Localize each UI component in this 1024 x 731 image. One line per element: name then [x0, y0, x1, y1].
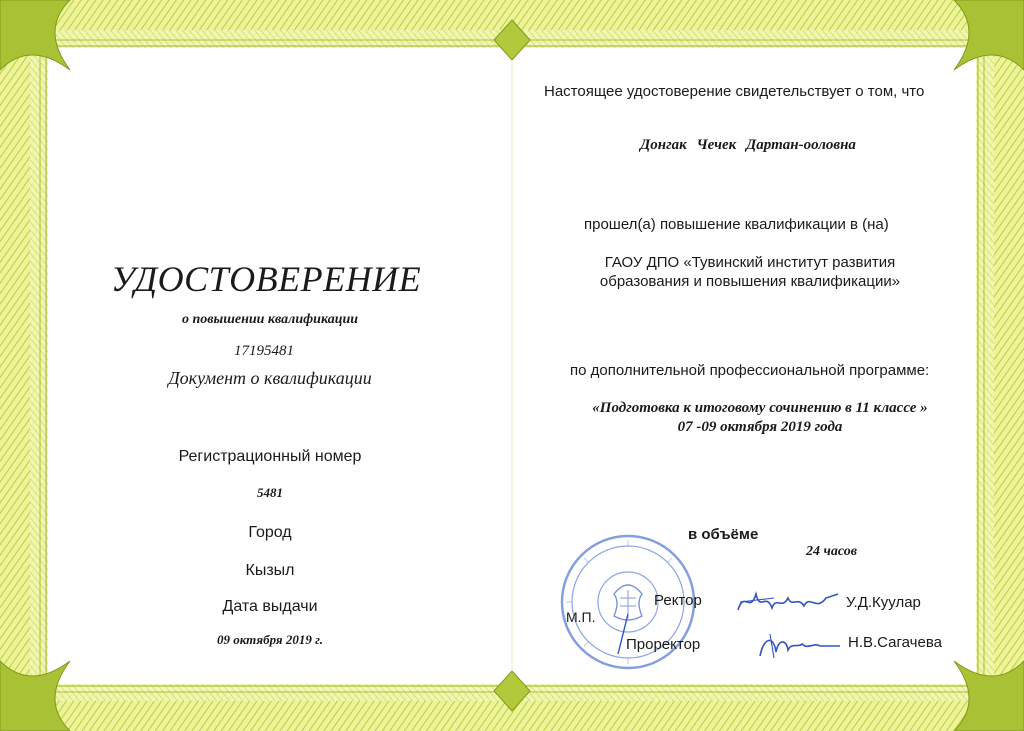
volume-label: в объёме: [688, 526, 759, 543]
program-dates: 07 -09 октября 2019 года: [677, 419, 843, 435]
rector-signature: [734, 584, 844, 620]
certificate-title: УДОСТОВЕРЕНИЕ: [110, 259, 422, 299]
institution-line-1: ГАОУ ДПО «Тувинский институт развития: [604, 254, 896, 271]
completed-training-line: прошел(а) повышение квалификации в (на): [584, 216, 889, 233]
city-value: Кызыл: [245, 562, 295, 579]
document-number: 17195481: [234, 343, 294, 359]
issue-date-value: 09 октября 2019 г.: [216, 632, 324, 647]
prorector-title: Проректор: [626, 636, 701, 653]
document-type: Документ о квалификации: [168, 368, 372, 388]
issue-date-label: Дата выдачи: [222, 598, 318, 615]
registration-number-label: Регистрационный номер: [178, 448, 362, 465]
program-name: «Подготовка к итоговому сочинению в 11 классе »: [592, 400, 928, 416]
rector-title: Ректор: [654, 592, 702, 609]
prorector-signature: [756, 628, 846, 662]
rector-name: У.Д.Куулар: [846, 594, 921, 611]
city-label: Город: [248, 524, 292, 541]
volume-value: 24 часов: [806, 544, 857, 559]
registration-number-value: 5481: [257, 485, 283, 500]
program-line: по дополнительной профессиональной программе:: [570, 362, 930, 379]
institution-line-2: образования и повышения квалификации»: [599, 273, 901, 290]
holder-name: Донгак Чечек Дартан-ооловна: [640, 137, 856, 153]
seal-stroke: [614, 612, 634, 656]
certificate-subtitle: о повышении квалификации: [181, 312, 359, 327]
seal-place-label: М.П.: [566, 609, 596, 625]
prorector-name: Н.В.Сагачева: [848, 634, 942, 651]
certificate-statement: Настоящее удостоверение свидетельствует о том, что: [544, 83, 925, 100]
